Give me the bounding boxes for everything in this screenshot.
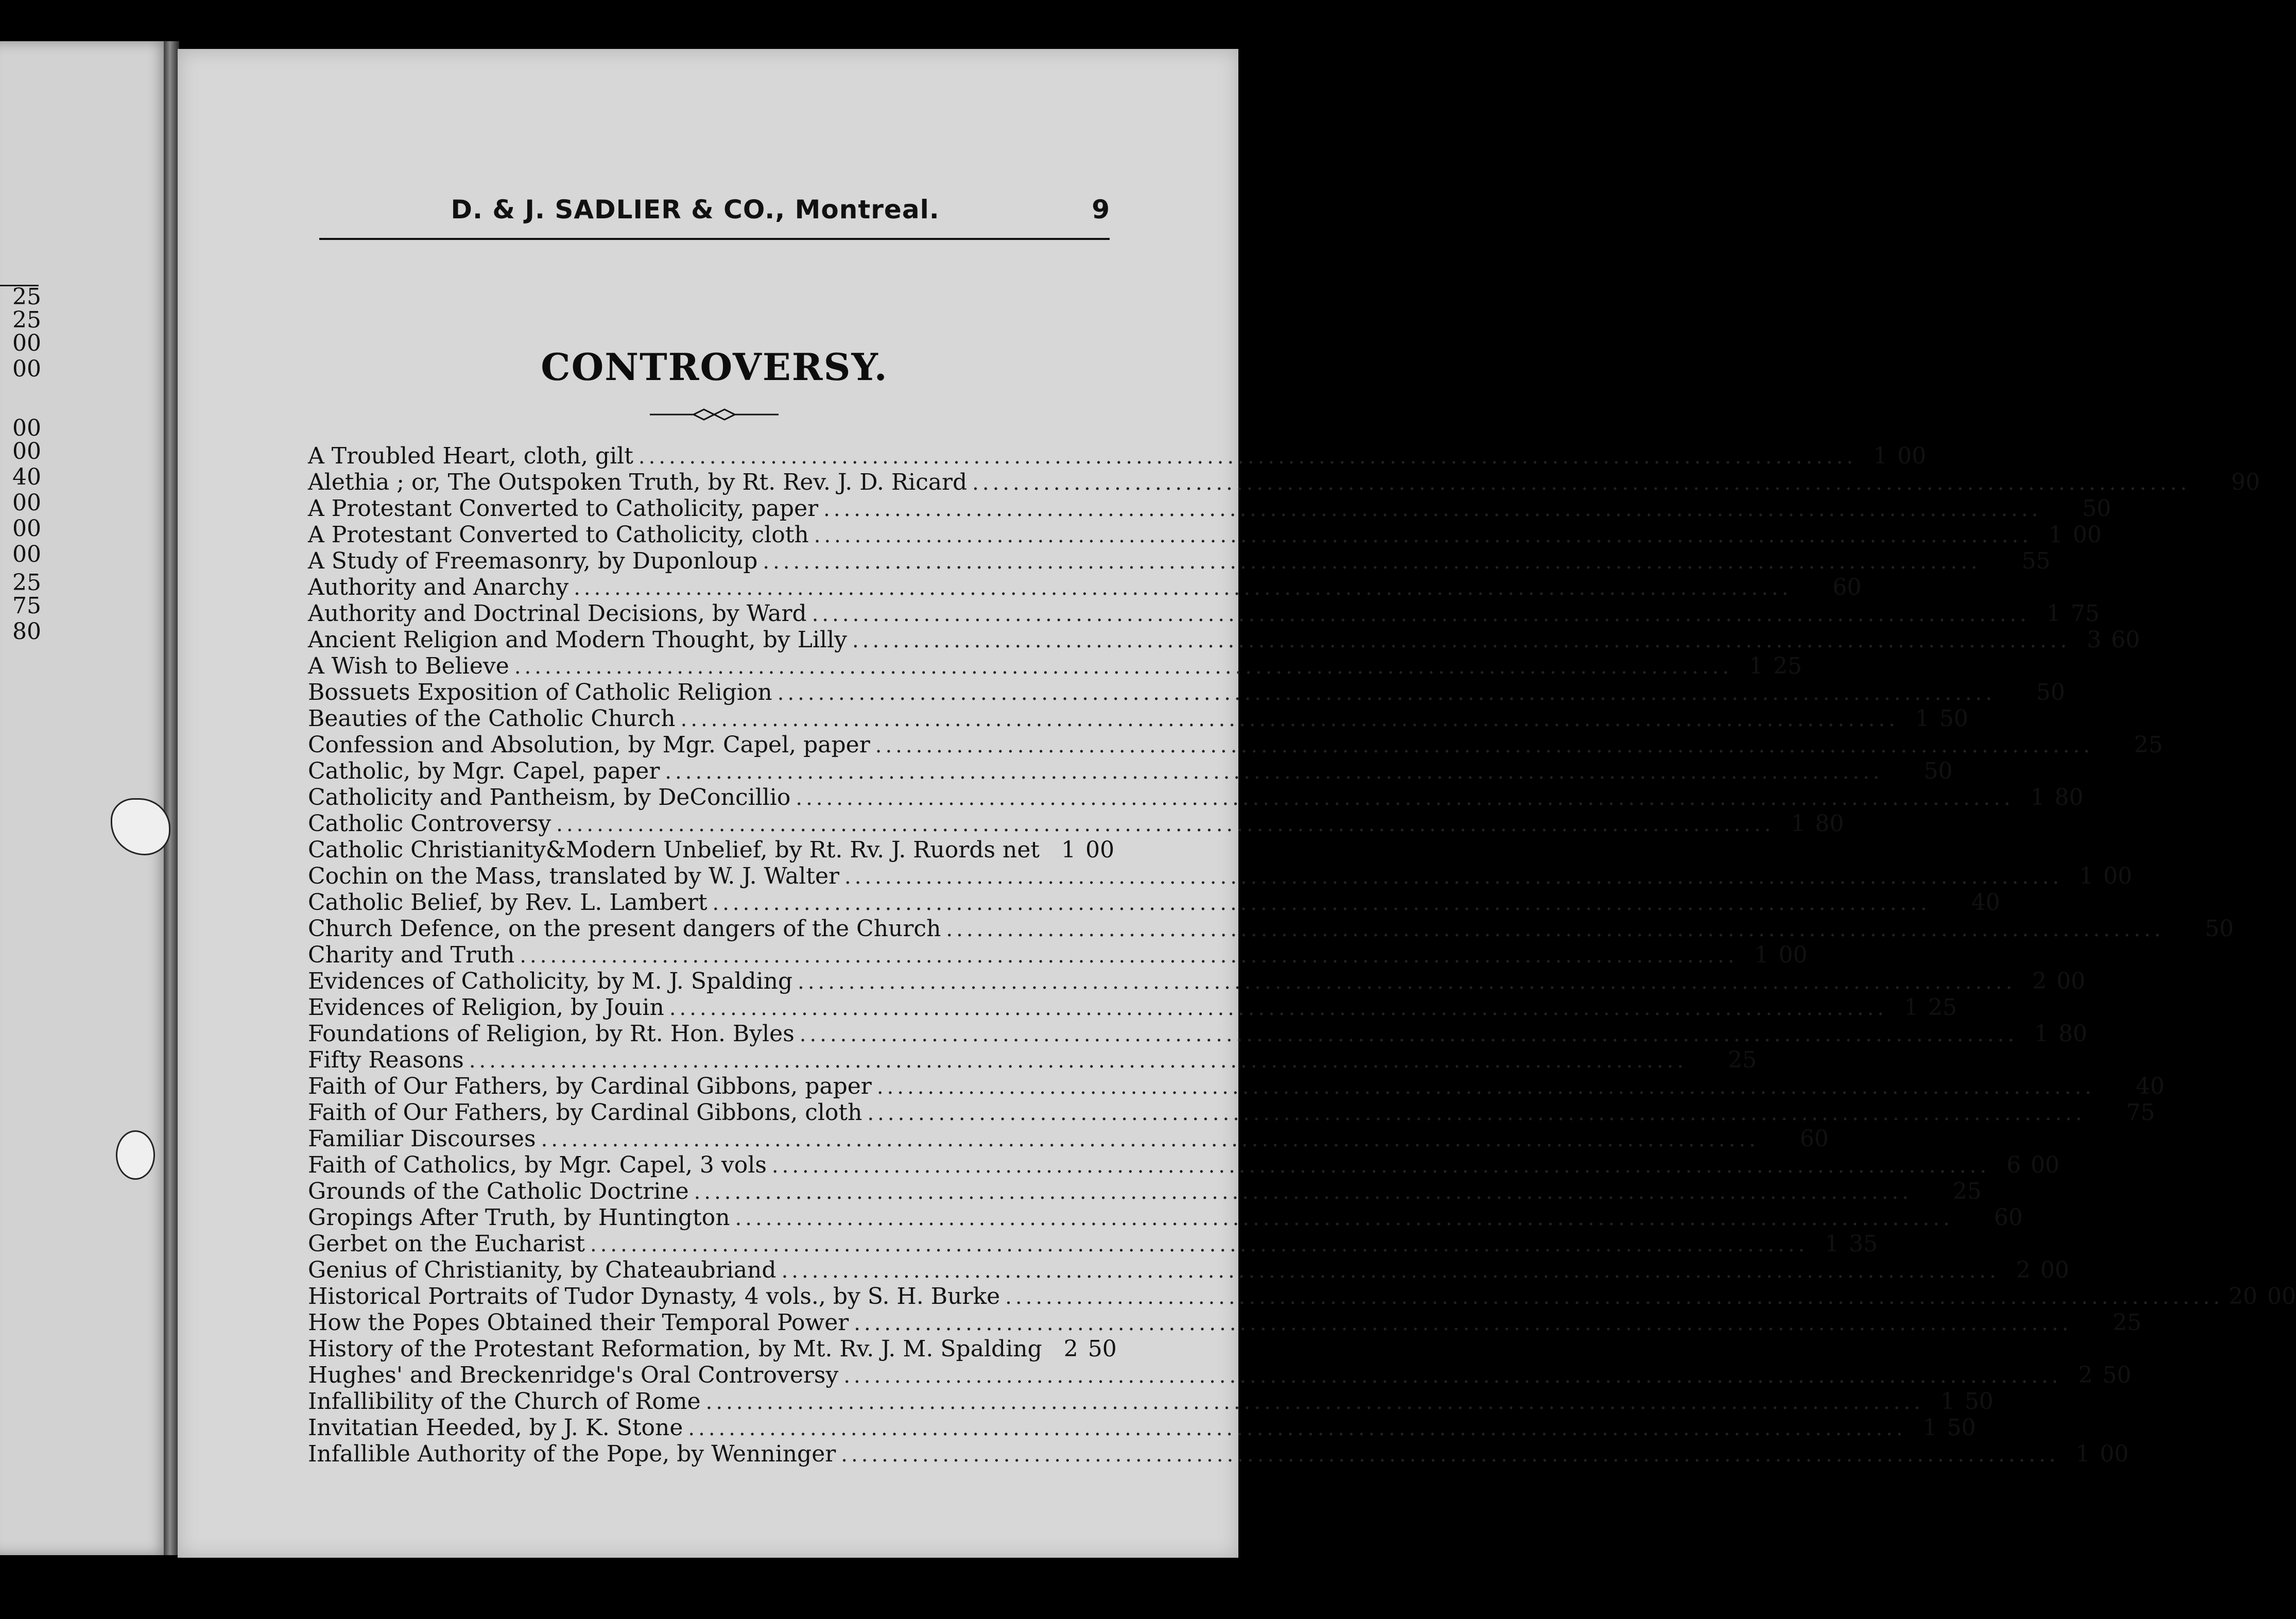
book-title: Catholic Controversy (308, 811, 551, 837)
dot-leader: ........................................................................................................................ (823, 497, 2042, 521)
price-cents: 00 (1085, 837, 1115, 863)
dot-leader: ........................................................................................................................ (812, 602, 2030, 626)
dot-leader: ........................................................................................................................ (876, 1075, 2095, 1099)
price-dollars: 1 (1940, 1388, 1955, 1415)
price-cents: 00 (2073, 522, 2102, 548)
previous-page-price: 25 (12, 284, 41, 310)
price-cents: 40 (1971, 889, 2000, 916)
book-entry (308, 469, 2260, 495)
book-title: Beauties of the Catholic Church (308, 705, 676, 732)
previous-page-price: 00 (12, 515, 41, 542)
price-dollars: 6 (2006, 1152, 2021, 1178)
book-title: A Study of Freemasonry, by Duponloup (308, 548, 758, 574)
price-cents: 80 (1815, 811, 1844, 837)
dot-leader: ........................................................................................................................ (688, 1417, 1907, 1440)
book-entry (308, 1152, 2060, 1178)
running-header (319, 195, 1110, 225)
dot-leader: ........................................................................................................................ (814, 524, 2032, 547)
book-title: Church Defence, on the present dangers of the Church (308, 916, 941, 942)
book-entry (308, 1415, 1976, 1441)
dot-leader: ........................................................................................................................ (763, 550, 1981, 574)
price-cents: 00 (2056, 968, 2085, 994)
book-entry (308, 1441, 2129, 1467)
price-cents: 40 (2135, 1073, 2165, 1099)
price-cents: 00 (2103, 863, 2132, 889)
book-entry (308, 837, 1115, 863)
dot-leader: ........................................................................................................................ (1005, 1285, 2223, 1309)
price-dollars: 1 (2079, 863, 2094, 889)
book-entry (308, 942, 1808, 968)
dot-leader: ........................................................................................................................ (844, 865, 2063, 889)
book-title: Foundations of Religion, by Rt. Hon. Byles (308, 1021, 795, 1047)
book-title: Hughes' and Breckenridge's Oral Controversy (308, 1362, 839, 1388)
price-cents: 25 (1928, 994, 1957, 1021)
book-entry (308, 1021, 2087, 1047)
price-dollars: 2 (2016, 1257, 2031, 1283)
book-entry (308, 889, 2000, 916)
page-number: 9 (1092, 195, 1110, 225)
book-title: Catholicity and Pantheism, by DeConcillio (308, 784, 791, 811)
previous-page-price: 25 (12, 570, 41, 596)
price-dollars: 1 (2046, 600, 2061, 627)
book-title: Catholic Belief, by Rev. L. Lambert (308, 889, 707, 916)
dot-leader: ........................................................................................................................ (946, 918, 2165, 941)
book-title: Familiar Discourses (308, 1126, 536, 1152)
book-title: Gropings After Truth, by Huntington (308, 1204, 730, 1231)
book-title: Faith of Catholics, by Mgr. Capel, 3 vols (308, 1152, 767, 1178)
price-cents: 90 (2231, 469, 2260, 495)
dot-leader: ........................................................................................................................ (781, 1259, 2000, 1283)
previous-page-price: 00 (12, 415, 41, 441)
dot-leader: ........................................................................................................................ (771, 1154, 1990, 1178)
dot-leader: ........................................................................................................................ (972, 471, 2190, 495)
price-cents: 50 (2082, 495, 2111, 522)
previous-page-strip (0, 41, 172, 1555)
book-entry (308, 1362, 2132, 1388)
previous-page-price: 00 (12, 438, 41, 464)
book-title: Confession and Absolution, by Mgr. Capel, paper (308, 732, 870, 758)
book-entry (308, 600, 2100, 627)
section-title: CONTROVERSY. (541, 345, 888, 389)
header-rule (319, 238, 1110, 240)
book-entry (308, 1231, 1878, 1257)
book-list (308, 443, 2296, 1467)
price-cents: 60 (1832, 574, 1861, 600)
dot-leader: ........................................................................................................................ (843, 1364, 2062, 1388)
previous-page-price: 00 (12, 541, 41, 567)
dot-leader: ........................................................................................................................ (669, 996, 1888, 1020)
price-cents: 00 (2030, 1152, 2060, 1178)
price-cents: 50 (1087, 1336, 1117, 1362)
book-entry (308, 574, 1861, 600)
publisher-name: D. & J. SADLIER & CO., Montreal. (451, 195, 940, 225)
book-title: Infallibility of the Church of Rome (308, 1388, 701, 1415)
book-entry (308, 679, 2065, 705)
book-entry (308, 863, 2132, 889)
book-entry (308, 811, 1844, 837)
price-dollars: 2 (2032, 968, 2047, 994)
dot-leader: ........................................................................................................................ (574, 576, 1792, 600)
book-title: Catholic, by Mgr. Capel, paper (308, 758, 660, 784)
price-cents: 50 (1924, 758, 1953, 784)
book-title: History of the Protestant Reformation, by Mt. Rv. J. M. Spalding (308, 1336, 1042, 1362)
price-cents: 55 (2022, 548, 2051, 574)
book-title: Invitatian Heeded, by J. K. Stone (308, 1415, 683, 1441)
dot-leader: ........................................................................................................................ (665, 760, 1884, 784)
dot-leader: ........................................................................................................................ (556, 813, 1775, 836)
dot-leader: ........................................................................................................................ (638, 445, 1857, 469)
book-entry (308, 1126, 1829, 1152)
price-dollars: 1 (1791, 811, 1806, 837)
book-title: Charity and Truth (308, 942, 515, 968)
book-title: A Protestant Converted to Catholicity, cloth (308, 522, 809, 548)
price-cents: 50 (1964, 1388, 1994, 1415)
price-dollars: 2 (1063, 1336, 1078, 1362)
price-cents: 35 (1849, 1231, 1878, 1257)
dot-leader: ........................................................................................................................ (694, 1180, 1912, 1204)
previous-page-price: 80 (12, 618, 41, 645)
price-cents: 50 (2036, 679, 2065, 705)
book-entry (308, 1257, 2069, 1283)
book-entry (308, 732, 2163, 758)
price-cents: 50 (2102, 1362, 2132, 1388)
price-cents: 50 (1939, 705, 1969, 732)
price-dollars: 1 (1873, 443, 1888, 469)
book-title: Grounds of the Catholic Doctrine (308, 1178, 689, 1204)
book-entry (308, 994, 1957, 1021)
book-title: Historical Portraits of Tudor Dynasty, 4 vols., by S. H. Burke (308, 1283, 1000, 1310)
price-dollars: 1 (1923, 1415, 1938, 1441)
book-entry (308, 627, 2140, 653)
book-entry (308, 1310, 2142, 1336)
price-dollars: 1 (2048, 522, 2063, 548)
book-title: A Wish to Believe (308, 653, 509, 679)
book-entry (308, 1388, 1994, 1415)
book-entry (308, 1204, 2023, 1231)
price-dollars: 1 (2030, 784, 2045, 811)
book-entry (308, 653, 1802, 679)
dot-leader: ........................................................................................................................ (712, 891, 1931, 915)
price-cents: 00 (1897, 443, 1926, 469)
price-dollars: 1 (1904, 994, 1919, 1021)
price-cents: 00 (2267, 1283, 2296, 1310)
book-title: Evidences of Catholicity, by M. J. Spalding (308, 968, 793, 994)
dot-leader: ........................................................................................................................ (514, 655, 1733, 679)
previous-page-price: 00 (12, 330, 41, 356)
previous-page-price: 00 (12, 356, 41, 382)
price-cents: 80 (2055, 784, 2084, 811)
book-title: Infallible Authority of the Pope, by Wenninger (308, 1441, 836, 1467)
book-entry (308, 1178, 1982, 1204)
book-entry (308, 1073, 2165, 1099)
book-title: A Troubled Heart, cloth, gilt (308, 443, 633, 469)
previous-page-price: 75 (12, 593, 41, 619)
price-dollars: 20 (2228, 1283, 2257, 1310)
book-entry (308, 968, 2085, 994)
price-dollars: 2 (2078, 1362, 2093, 1388)
price-dollars: 1 (1915, 705, 1930, 732)
price-dollars: 1 (1061, 837, 1076, 863)
book-title: Fifty Reasons (308, 1047, 464, 1073)
book-entry (308, 495, 2111, 522)
book-entry (308, 784, 2084, 811)
price-dollars: 3 (2086, 627, 2101, 653)
price-cents: 75 (2126, 1099, 2155, 1126)
price-cents: 60 (2111, 627, 2140, 653)
price-dollars: 1 (2076, 1441, 2091, 1467)
book-title: Authority and Anarchy (308, 574, 569, 600)
price-cents: 75 (2070, 600, 2100, 627)
book-entry (308, 1099, 2155, 1126)
price-cents: 60 (1994, 1204, 2023, 1231)
price-cents: 60 (1800, 1126, 1829, 1152)
previous-page-price: 40 (12, 464, 41, 490)
book-entry (308, 1047, 1757, 1073)
book-entry (308, 1336, 1117, 1362)
dot-leader: ........................................................................................................................ (875, 734, 2094, 757)
price-cents: 00 (2040, 1257, 2069, 1283)
dot-leader: ........................................................................................................................ (799, 1023, 2018, 1046)
title-ornament (650, 407, 779, 422)
price-cents: 25 (1728, 1047, 1757, 1073)
book-gutter (164, 41, 179, 1555)
price-cents: 25 (2113, 1310, 2142, 1336)
dot-leader: ........................................................................................................................ (520, 944, 1738, 968)
book-title: Ancient Religion and Modern Thought, by Lilly (308, 627, 848, 653)
book-title: Faith of Our Fathers, by Cardinal Gibbons, paper (308, 1073, 872, 1099)
price-dollars: 1 (2034, 1021, 2049, 1047)
dot-leader: ........................................................................................................................ (796, 786, 2014, 810)
price-cents: 00 (1779, 942, 1808, 968)
book-title: Cochin on the Mass, translated by W. J. Walter (308, 863, 840, 889)
book-title: Catholic Christianity&Modern Unbelief, by Rt. Rv. J. Ruords net (308, 837, 1040, 863)
book-title: Genius of Christianity, by Chateaubriand (308, 1257, 776, 1283)
price-cents: 80 (2058, 1021, 2087, 1047)
book-title: A Protestant Converted to Catholicity, paper (308, 495, 819, 522)
dot-leader: ........................................................................................................................ (469, 1049, 1687, 1073)
page-tear (116, 1130, 155, 1180)
dot-leader: ........................................................................................................................ (852, 629, 2070, 652)
book-entry (308, 443, 1926, 469)
dot-leader: ........................................................................................................................ (867, 1101, 2086, 1125)
book-title: Bossuets Exposition of Catholic Religion (308, 679, 772, 705)
previous-page-price: 00 (12, 490, 41, 516)
book-entry (308, 548, 2051, 574)
book-title: Gerbet on the Eucharist (308, 1231, 585, 1257)
price-cents: 50 (2205, 916, 2234, 942)
price-dollars: 1 (1824, 1231, 1839, 1257)
price-dollars: 1 (1754, 942, 1769, 968)
book-entry (308, 916, 2234, 942)
book-title: How the Popes Obtained their Temporal Power (308, 1310, 849, 1336)
dot-leader: ........................................................................................................................ (841, 1443, 2060, 1467)
book-entry (308, 1283, 2296, 1310)
book-title: Authority and Doctrinal Decisions, by Ward (308, 600, 807, 627)
dot-leader: ........................................................................................................................ (541, 1128, 1759, 1151)
dot-leader: ........................................................................................................................ (798, 970, 2016, 994)
previous-page-price: 25 (12, 307, 41, 333)
dot-leader: ........................................................................................................................ (777, 681, 1996, 705)
dot-leader: ........................................................................................................................ (680, 708, 1899, 731)
book-title: Evidences of Religion, by Jouin (308, 994, 664, 1021)
price-cents: 25 (1953, 1178, 1982, 1204)
price-cents: 00 (2100, 1441, 2129, 1467)
book-entry (308, 705, 1969, 732)
book-entry (308, 758, 1953, 784)
dot-leader: ........................................................................................................................ (854, 1312, 2073, 1335)
dot-leader: ........................................................................................................................ (705, 1390, 1924, 1414)
book-title: Faith of Our Fathers, by Cardinal Gibbons, cloth (308, 1099, 862, 1126)
book-entry (308, 522, 2102, 548)
book-title: Alethia ; or, The Outspoken Truth, by Rt. Rev. J. D. Ricard (308, 469, 968, 495)
dot-leader: ........................................................................................................................ (735, 1207, 1954, 1230)
dot-leader: ........................................................................................................................ (590, 1233, 1808, 1256)
price-cents: 50 (1947, 1415, 1976, 1441)
price-cents: 25 (2134, 732, 2163, 758)
price-dollars: 1 (1749, 653, 1764, 679)
price-cents: 25 (1773, 653, 1802, 679)
